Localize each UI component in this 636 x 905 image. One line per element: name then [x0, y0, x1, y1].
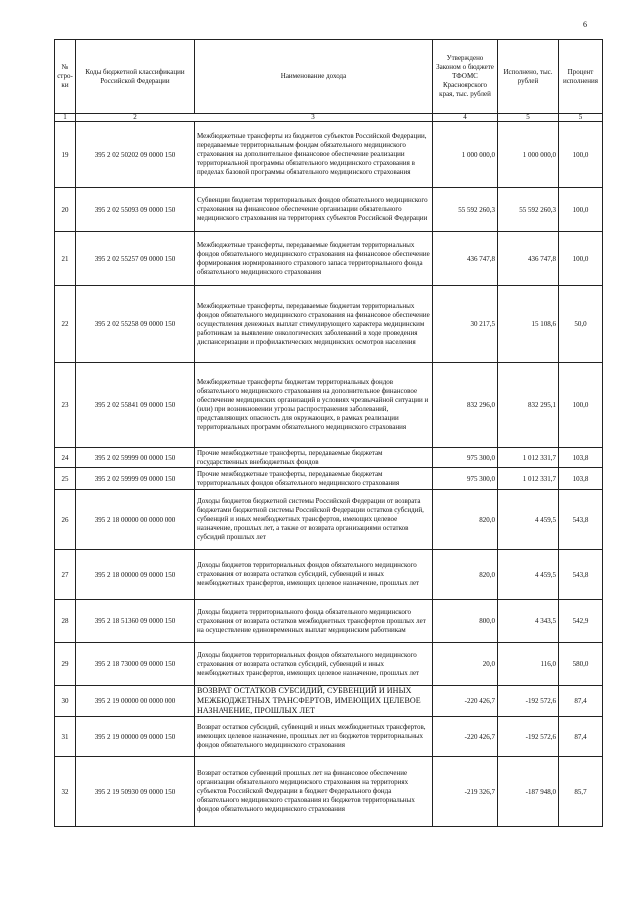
budget-code-cell: 395 2 02 50202 09 0000 150: [76, 122, 195, 188]
budget-code-cell: 395 2 02 55093 09 0000 150: [76, 188, 195, 232]
revenue-name-cell: ВОЗВРАТ ОСТАТКОВ СУБСИДИЙ, СУБВЕНЦИЙ И ИНЫХ МЕЖБЮДЖЕТНЫХ ТРАНСФЕРТОВ, ИМЕЮЩИХ ЦЕЛЕВОЕ НАЗНАЧЕНИЕ, ПРОШЛЫХ ЛЕТ: [195, 686, 433, 717]
row-number: 32: [55, 757, 76, 827]
executed-amount-cell: 1 012 331,7: [498, 448, 559, 468]
execution-percent-cell: 50,0: [559, 286, 603, 363]
approved-amount-cell: 832 296,0: [433, 363, 498, 448]
table-row: [55, 122, 603, 188]
revenue-name-cell: Возврат остатков субсидий, субвенций и иных межбюджетных трансфертов, имеющих целевое назначение, прошлых лет из бюджетов территориальных фондов обязательного медицинского страхования: [195, 717, 433, 757]
executed-amount-cell: 55 592 260,3: [498, 188, 559, 232]
row-number: 19: [55, 122, 76, 188]
table-row: [55, 232, 603, 286]
executed-amount-cell: -192 572,6: [498, 686, 559, 717]
column-number: 5: [559, 114, 603, 122]
executed-amount-cell: -192 572,6: [498, 717, 559, 757]
row-number: 27: [55, 550, 76, 600]
budget-code-cell: 395 2 18 00000 09 0000 150: [76, 550, 195, 600]
execution-percent-cell: 87,4: [559, 686, 603, 717]
execution-percent-cell: 103,8: [559, 448, 603, 468]
row-number: 30: [55, 686, 76, 717]
header-execution-percent: Процент исполнения: [559, 40, 603, 114]
budget-code-cell: 395 2 02 55257 09 0000 150: [76, 232, 195, 286]
table-row: [55, 550, 603, 600]
execution-percent-cell: 85,7: [559, 757, 603, 827]
executed-amount-cell: 4 459,5: [498, 550, 559, 600]
budget-code-cell: 395 2 19 00000 09 0000 150: [76, 717, 195, 757]
executed-amount-cell: 832 295,1: [498, 363, 559, 448]
revenue-name-cell: Межбюджетные трансферты из бюджетов субъектов Российской Федерации, передаваемые территориальным фондам обязательного медицинского страхования на дополнительное финансовое обеспечение реализации территориальной программы обязательного медицинского страхования в пределах базовой программы обязательного медицинского страхования: [195, 122, 433, 188]
table-row: [55, 600, 603, 643]
table-row: [55, 188, 603, 232]
table-row: [55, 490, 603, 550]
row-number: 26: [55, 490, 76, 550]
revenue-name-cell: Межбюджетные трансферты, передаваемые бюджетам территориальных фондов обязательного медицинского страхования на финансовое обеспечение осуществления денежных выплат стимулирующего характера медицинским работникам за выявление онкологических заболеваний в ходе проведения диспансеризации и профилактических медицинских осмотров населения: [195, 286, 433, 363]
header-row-number: № стро-ки: [55, 40, 76, 114]
column-number: 1: [55, 114, 76, 122]
row-number: 23: [55, 363, 76, 448]
table-row: [55, 717, 603, 757]
row-number: 22: [55, 286, 76, 363]
column-number-row: [55, 114, 603, 122]
table-row: [55, 363, 603, 448]
execution-percent-cell: 100,0: [559, 122, 603, 188]
column-number: 2: [133, 113, 137, 121]
row-number: 24: [55, 448, 76, 468]
budget-code-cell: 395 2 02 59999 09 0000 150: [76, 468, 195, 490]
execution-percent-cell: 580,0: [559, 643, 603, 686]
executed-amount-cell: 436 747,8: [498, 232, 559, 286]
revenue-name-cell: Субвенции бюджетам территориальных фондов обязательного медицинского страхования на финансовое обеспечение организации обязательного медицинского страхования на территориях субъектов Российской Федерации: [195, 188, 433, 232]
table-row: [55, 448, 603, 468]
approved-amount-cell: 975 300,0: [433, 448, 498, 468]
executed-amount-cell: 15 108,6: [498, 286, 559, 363]
execution-percent-cell: 100,0: [559, 188, 603, 232]
column-number: 5: [498, 114, 559, 122]
header-approved-amount: Утверждено Законом о бюджете ТФОМС Красноярского края, тыс. рублей: [433, 40, 498, 114]
executed-amount-cell: -187 948,0: [498, 757, 559, 827]
budget-code-cell: 395 2 18 51360 09 0000 150: [76, 600, 195, 643]
table-row: [55, 468, 603, 490]
execution-percent-cell: 100,0: [559, 363, 603, 448]
execution-percent-cell: 543,8: [559, 550, 603, 600]
table-row: [55, 643, 603, 686]
approved-amount-cell: 20,0: [433, 643, 498, 686]
execution-percent-cell: 542,9: [559, 600, 603, 643]
table-row: [55, 686, 603, 717]
approved-amount-cell: 30 217,5: [433, 286, 498, 363]
column-number: 4: [433, 114, 498, 122]
row-number: 25: [55, 468, 76, 490]
executed-amount-cell: 1 012 331,7: [498, 468, 559, 490]
approved-amount-cell: 800,0: [433, 600, 498, 643]
revenue-name-cell: Доходы бюджета территориального фонда обязательного медицинского страхования от возврата остатков межбюджетных трансфертов прошлых лет на осуществление единовременных выплат медицинским работникам: [195, 600, 433, 643]
budget-revenue-table: [54, 39, 603, 827]
execution-percent-cell: 543,8: [559, 490, 603, 550]
revenue-name-cell: Доходы бюджетов бюджетной системы Российской Федерации от возврата бюджетами бюджетной системы Российской Федерации остатков субсидий, субвенций и иных межбюджетных трансфертов, имеющих целевое назначение, прошлых лет, а также от возврата организациями остатков субсидий прошлых лет: [195, 490, 433, 550]
revenue-name-cell: Доходы бюджетов территориальных фондов обязательного медицинского страхования от возврата остатков субсидий, субвенций и иных межбюджетных трансфертов, имеющих целевое назначение, прошлых лет: [195, 550, 433, 600]
budget-code-cell: 395 2 19 00000 00 0000 000: [76, 686, 195, 717]
approved-amount-cell: -220 426,7: [433, 686, 498, 717]
revenue-name-cell: Прочие межбюджетные трансферты, передаваемые бюджетам государственных внебюджетных фондов: [195, 448, 433, 468]
budget-code-cell: 395 2 02 55841 09 0000 150: [76, 363, 195, 448]
table-row: [55, 286, 603, 363]
revenue-name-cell: Возврат остатков субвенций прошлых лет на финансовое обеспечение организации обязательного медицинского страхования на территориях субъектов Российской Федерации в бюджет Федерального фонда обязательного медицинского страхования из бюджетов территориальных фондов обязательного медицинского страхования: [195, 757, 433, 827]
revenue-name-cell: Доходы бюджетов территориальных фондов обязательного медицинского страхования от возврата остатков субсидий, субвенций и иных межбюджетных трансфертов, имеющих целевое назначение, прошлых лет: [195, 643, 433, 686]
executed-amount-cell: 1 000 000,0: [498, 122, 559, 188]
approved-amount-cell: 975 300,0: [433, 468, 498, 490]
executed-amount-cell: 4 343,5: [498, 600, 559, 643]
budget-code-cell: 395 2 19 50930 09 0000 150: [76, 757, 195, 827]
revenue-name-cell: Прочие межбюджетные трансферты, передаваемые бюджетам территориальных фондов обязательного медицинского страхования: [195, 468, 433, 490]
page-number: 6: [583, 20, 587, 29]
row-number: 31: [55, 717, 76, 757]
approved-amount-cell: 55 592 260,3: [433, 188, 498, 232]
executed-amount-cell: 116,0: [498, 643, 559, 686]
budget-code-cell: 395 2 18 73000 09 0000 150: [76, 643, 195, 686]
revenue-name-cell: Межбюджетные трансферты бюджетам территориальных фондов обязательного медицинского страхования на дополнительное финансовое обеспечение медицинских организаций в условиях чрезвычайной ситуации и (или) при возникновении угрозы распространения заболеваний, представляющих опасность для окружающих, в рамках реализации территориальных программ обязательного медицинского страхования: [195, 363, 433, 448]
executed-amount-cell: 4 459,5: [498, 490, 559, 550]
budget-code-cell: 395 2 02 55258 09 0000 150: [76, 286, 195, 363]
row-number: 29: [55, 643, 76, 686]
approved-amount-cell: 1 000 000,0: [433, 122, 498, 188]
revenue-name-cell: Межбюджетные трансферты, передаваемые бюджетам территориальных фондов обязательного медицинского страхования на финансовое обеспечение формирования нормированного страхового запаса территориального фонда обязательного медицинского страхования: [195, 232, 433, 286]
header-revenue-name: Наименование дохода: [195, 40, 433, 114]
execution-percent-cell: 100,0: [559, 232, 603, 286]
approved-amount-cell: 436 747,8: [433, 232, 498, 286]
approved-amount-cell: -220 426,7: [433, 717, 498, 757]
execution-percent-cell: 87,4: [559, 717, 603, 757]
row-number: 21: [55, 232, 76, 286]
row-number: 28: [55, 600, 76, 643]
approved-amount-cell: 820,0: [433, 550, 498, 600]
header-executed-amount: Исполнено, тыс. рублей: [498, 40, 559, 114]
execution-percent-cell: 103,8: [559, 468, 603, 490]
approved-amount-cell: -219 326,7: [433, 757, 498, 827]
row-number: 20: [55, 188, 76, 232]
header-budget-code: Коды бюджетной классификации Российской Федерации: [76, 40, 195, 114]
column-number: 3: [311, 113, 315, 121]
approved-amount-cell: 820,0: [433, 490, 498, 550]
table-row: [55, 757, 603, 827]
budget-code-cell: 395 2 02 59999 00 0000 150: [76, 448, 195, 468]
budget-code-cell: 395 2 18 00000 00 0000 000: [76, 490, 195, 550]
